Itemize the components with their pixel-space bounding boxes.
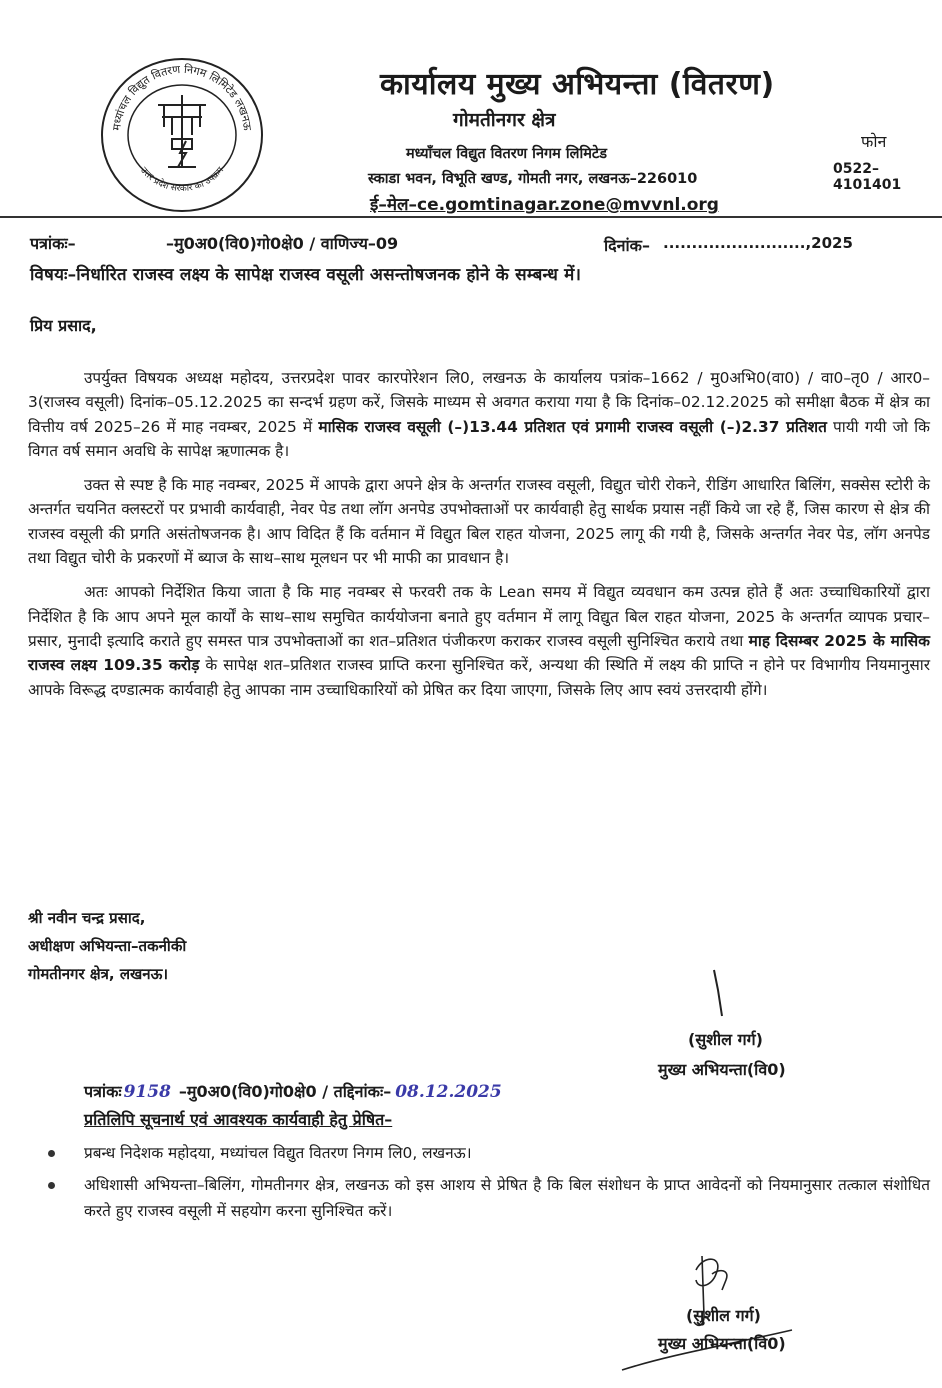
signature-mark-1 [700, 966, 740, 1026]
reference-label: पत्रांकः– [30, 234, 76, 253]
header-divider [0, 216, 942, 218]
email-link[interactable]: ई–मेल–ce.gomtinagar.zone@mvvnl.org [370, 195, 719, 215]
copy-ref-number: 9158 [123, 1082, 171, 1102]
phone-number: 0522–4101401 [833, 161, 902, 193]
salutation: प्रिय प्रसाद, [30, 316, 97, 335]
emblem-text: मध्यांचल विद्युत वितरण निगम लिमिटेड लखनऊ [110, 62, 254, 132]
paragraph-3-highlight: माह दिसम्बर 2025 के मासिक राजस्व लक्ष्य 109.35 करोड़ [28, 631, 930, 675]
copy-ref-label: पत्रांकः [84, 1082, 122, 1101]
addressee-designation: अधीक्षण अभियन्ता–तकनीकी [28, 937, 187, 955]
paragraph-3-text-a: अतः आपको निर्देशित किया जाता है कि माह नवम्बर से फरवरी तक के Lean समय में विद्युत व्यवधान कम उत्पन्न होते हैं अतः उच्चाधिकारियों द्वारा निर्देशित है कि आप अपने मूल कार्यों के साथ–साथ समुचित कार्ययोजना बनाते हुए वर्तमान में लागू विद्युत बिल राहत योजना, 2025 के अन्तर्गत व्यापक प्रचार–प्रसार, मुनादी इत्यादि कराते हुए समस्त पात्र उपभोक्ताओं का शत–प्रतिशत पंजीकरण कराकर राजस्व वसूली सुनिश्चित कराये तथा [28, 583, 930, 650]
office-address: स्काडा भवन, विभूति खण्ड, गोमती नगर, लखनऊ–226010 [368, 171, 698, 187]
list-item-text: प्रबन्ध निदेशक महोदया, मध्यांचल विद्युत वितरण निगम लि0, लखनऊ। [84, 1144, 472, 1162]
list-item [40, 1140, 930, 1166]
emblem-bottom-text: उत्तर प्रदेश सरकार का उपक्रम [137, 165, 227, 195]
paragraph-1-highlight: मासिक राजस्व वसूली (–)13.44 प्रतिशत एवं प्रगामी राजस्व वसूली (–)2.37 प्रतिशत [318, 417, 827, 436]
addressee-block [28, 904, 186, 988]
letter-body [28, 366, 930, 712]
signatory-name-1: (सुशील गर्ग) [688, 1030, 763, 1049]
paragraph-1-text-b: पायी गयी जो कि विगत वर्ष समान अवधि के सापेक्ष ऋणात्मक है। [28, 417, 930, 460]
date-label: दिनांक– [604, 236, 650, 255]
corporation-name: मध्याँचल विद्युत वितरण निगम लिमिटेड [406, 146, 607, 162]
phone-label: फोन [861, 132, 887, 151]
paragraph-3 [28, 580, 930, 701]
paragraph-1-text-a: उपर्युक्त विषयक अध्यक्ष महोदय, उत्तरप्रदेश पावर कारपोरेशन लि0, लखनऊ के कार्यालय पत्रांक–1662 / मु0अभि0(वा0) / वा0–तृ0 / आर0–3(राजस्व वसूली) दिनांक–05.12.2025 का सन्दर्भ ग्रहण करें, जिसके माध्यम से अवगत कराया गया है कि दिनांक–02.12.2025 को समीक्षा बैठक में क्षेत्र का वित्तीय वर्ष 2025–26 में माह नवम्बर, 2025 में [28, 369, 930, 436]
signatory-name-2: (सुशील गर्ग) [686, 1306, 761, 1325]
zone-name: गोमतीनगर क्षेत्र [453, 109, 556, 131]
list-item [40, 1172, 930, 1224]
copy-list [40, 1140, 930, 1230]
copy-ref-mid: –मु0अ0(वि0)गो0क्षे0 / तद्दिनांकः– [178, 1082, 392, 1101]
signatory-designation-2: मुख्य अभियन्ता(वि0) [658, 1334, 786, 1353]
svg-text:उत्तर प्रदेश सरकार का उपक्रम [138, 165, 227, 194]
paragraph-2: उक्त से स्पष्ट है कि माह नवम्बर, 2025 में आपके द्वारा अपने क्षेत्र के अन्तर्गत राजस्व वसूली, विद्युत चोरी रोकने, रीडिंग आधारित बिलिंग, सक्सेस स्टोरी के अन्तर्गत चयनित क्लस्टरों पर प्रभावी कार्यवाही, नेवर पेड तथा लॉग अनपेड उपभोक्ताओं पर कार्यवाही हेतु सार्थक प्रयास नहीं किये जा रहे हैं, जिस कारण से क्षेत्र की राजस्व वसूली की प्रगति असंतोषजनक है। आप विदित हैं कि वर्तमान में विद्युत बिल राहत योजना, 2025 लागू की गयी है, जिसके अन्तर्गत नेवर पेड, लॉग अनपेड तथा विद्युत चोरी के प्रकरणों में ब्याज के साथ–साथ मूलधन पर भी माफी का प्रावधान है। [28, 476, 930, 568]
paragraph-1 [28, 366, 930, 463]
date-value: .........................,2025 [663, 234, 853, 252]
emblem-logo [98, 55, 266, 215]
signatory-designation-1: मुख्य अभियन्ता(वि0) [658, 1060, 786, 1079]
addressee-name: श्री नवीन चन्द्र प्रसाद, [28, 909, 146, 927]
copy-reference [84, 1080, 502, 1102]
copy-heading: प्रतिलिपि सूचनार्थ एवं आवश्यक कार्यवाही हेतु प्रेषित– [84, 1110, 393, 1129]
reference-number: –मु0अ0(वि0)गो0क्षे0 / वाणिज्य–09 [166, 234, 399, 253]
addressee-office: गोमतीनगर क्षेत्र, लखनऊ। [28, 965, 169, 983]
bullet-icon [48, 1182, 55, 1189]
power-pylon-icon [158, 95, 206, 167]
subject-line: विषयः–निर्धारित राजस्व लक्ष्य के सापेक्ष राजस्व वसूली असन्तोषजनक होने के सम्बन्ध में। [30, 265, 582, 285]
office-title: कार्यालय मुख्य अभियन्ता (वितरण) [380, 67, 775, 102]
bullet-icon [48, 1150, 55, 1157]
paragraph-3-text-b: के सापेक्ष शत–प्रतिशत राजस्व प्राप्ति करना सुनिश्चित करें, अन्यथा की स्थिति में लक्ष्य की प्राप्ति न होने पर विभागीय नियमानुसार आपके विरूद्ध दण्डात्मक कार्यवाही हेतु आपका नाम उच्चाधिकारियों को प्रेषित कर दिया जाएगा, जिसके लिए आप स्वयं उत्तरदायी होंगे। [28, 656, 931, 699]
copy-ref-date: 08.12.2025 [395, 1082, 502, 1102]
list-item-text: अधिशासी अभियन्ता–बिलिंग, गोमतीनगर क्षेत्र, लखनऊ को इस आशय से प्रेषित है कि बिल संशोधन के प्राप्त आवेदनों को नियमानुसार तत्काल संशोधित करते हुए राजस्व वसूली में सहयोग करना सुनिश्चित करें। [84, 1176, 930, 1220]
